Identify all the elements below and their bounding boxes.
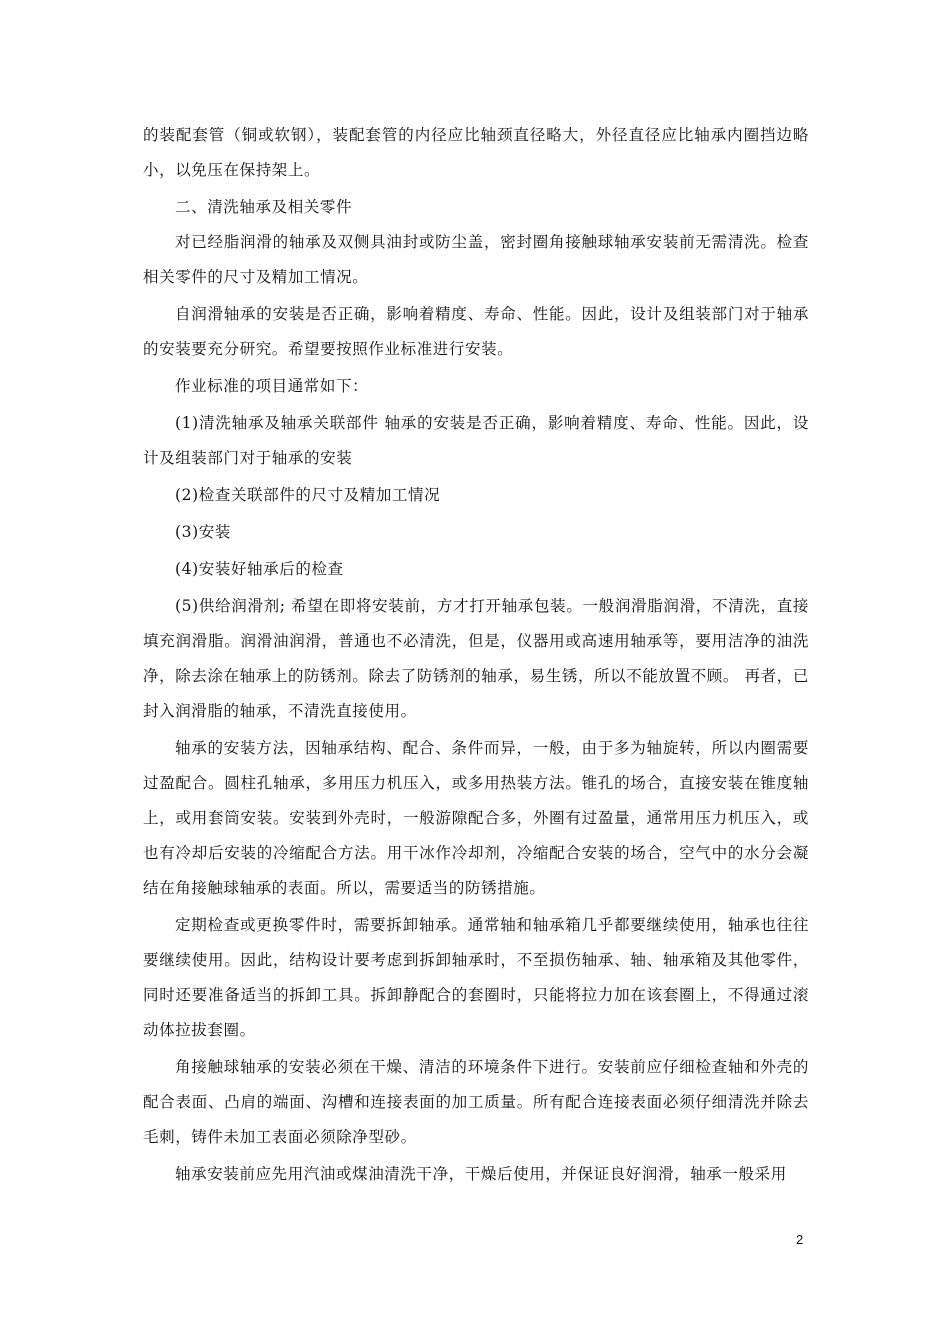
paragraph: 轴承安装前应先用汽油或煤油清洗干净，干燥后使用，并保证良好润滑，轴承一般采用 [175, 1165, 787, 1183]
page-number: 2 [796, 1232, 804, 1247]
list-item: (2)检查关联部件的尺寸及精加工情况 [175, 486, 441, 504]
paragraph: 作业标准的项目通常如下： [175, 377, 369, 395]
document-body [143, 118, 809, 1194]
list-item: (5)供给润滑剂; 希望在即将安装前，方才打开轴承包装。一般润滑脂润滑，不清洗，直接填充润滑脂。润滑油润滑，普通也不必清洗，但是，仪器用或高速用轴承等，要用洁净的油洗净，除去涂在轴承上的防锈剂。除去了防锈剂的轴承，易生锈，所以不能放置不顾。 再者，已封入润滑脂的轴承，不清洗直接使用。 [143, 597, 809, 720]
section-heading: 二、清洗轴承及相关零件 [175, 198, 353, 216]
list-item: (4)安装好轴承后的检查 [175, 560, 344, 578]
paragraph: 角接触球轴承的安装必须在干燥、清洁的环境条件下进行。安装前应仔细检查轴和外壳的配合表面、凸肩的端面、沟槽和连接表面的加工质量。所有配合连接表面必须仔细清洗并除去毛刺，铸件未加工表面必须除净型砂。 [143, 1058, 809, 1146]
list-item: (1)清洗轴承及轴承关联部件 轴承的安装是否正确，影响着精度、寿命、性能。因此，设计及组装部门对于轴承的安装 [143, 414, 809, 467]
paragraph: 对已经脂润滑的轴承及双侧具油封或防尘盖，密封圈角接触球轴承安装前无需清洗。检查相关零件的尺寸及精加工情况。 [143, 233, 809, 286]
paragraph: 定期检查或更换零件时，需要拆卸轴承。通常轴和轴承箱几乎都要继续使用，轴承也往往要继续使用。因此，结构设计要考虑到拆卸轴承时，不至损伤轴承、轴、轴承箱及其他零件，同时还要准备适当的拆卸工具。拆卸静配合的套圈时，只能将拉力加在该套圈上，不得通过滚动体拉拔套圈。 [143, 916, 809, 1039]
paragraph-continuation: 的装配套管（铜或软钢），装配套管的内径应比轴颈直径略大，外径直径应比轴承内圈挡边略小，以免压在保持架上。 [143, 126, 809, 179]
paragraph: 轴承的安装方法，因轴承结构、配合、条件而异，一般，由于多为轴旋转，所以内圈需要过盈配合。圆柱孔轴承，多用压力机压入，或多用热装方法。锥孔的场合，直接安装在锥度轴上，或用套筒安装。安装到外壳时，一般游隙配合多，外圈有过盈量，通常用压力机压入，或也有冷却后安装的冷缩配合方法。用干冰作冷却剂，冷缩配合安装的场合，空气中的水分会凝结在角接触球轴承的表面。所以，需要适当的防锈措施。 [143, 739, 809, 897]
list-item: (3)安装 [175, 523, 231, 541]
paragraph: 自润滑轴承的安装是否正确，影响着精度、寿命、性能。因此，设计及组装部门对于轴承的安装要充分研究。希望要按照作业标准进行安装。 [143, 305, 809, 358]
